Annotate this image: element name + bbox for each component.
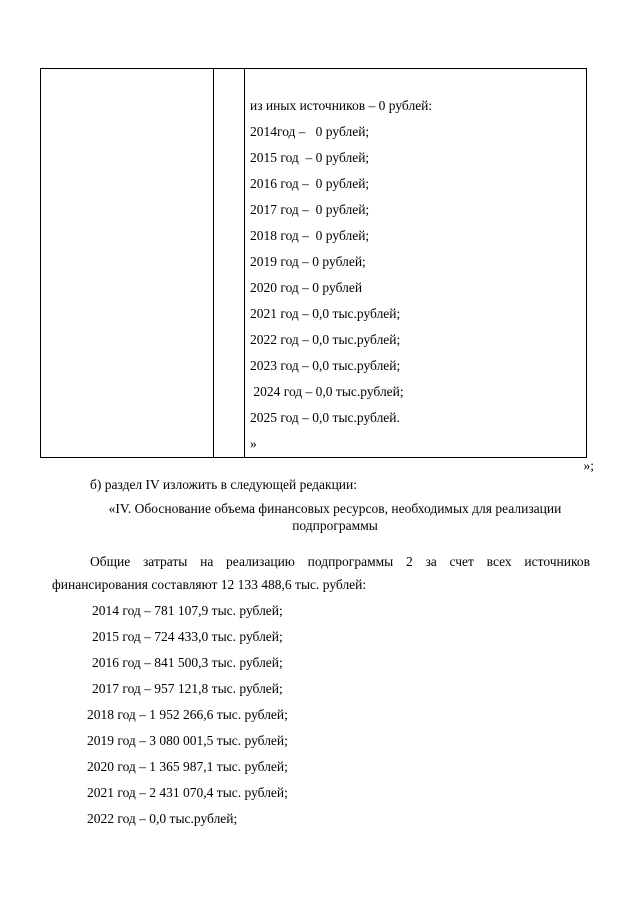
table-cell-line: 2021 год – 0,0 тыс.рублей;: [250, 306, 401, 321]
table-column-divider: [244, 69, 245, 457]
year-funding-line: 2017 год – 957 121,8 тыс. рублей;: [92, 681, 283, 696]
section-instruction: б) раздел IV изложить в следующей редакции:: [90, 477, 358, 492]
year-funding-line: 2015 год – 724 433,0 тыс. рублей;: [92, 629, 283, 644]
table-cell-line: 2017 год – 0 рублей;: [250, 202, 370, 217]
table-cell-line: 2018 год – 0 рублей;: [250, 228, 370, 243]
year-funding-line: 2022 год – 0,0 тыс.рублей;: [87, 811, 238, 826]
table-cell-line: из иных источников – 0 рублей:: [250, 98, 433, 113]
year-funding-line: 2018 год – 1 952 266,6 тыс. рублей;: [87, 707, 288, 722]
table-cell-line: 2019 год – 0 рублей;: [250, 254, 366, 269]
table-cell-line: 2024 год – 0,0 тыс.рублей;: [250, 384, 404, 399]
intro-paragraph: Общие затраты на реализацию подпрограммы 2 за счет всех источников финансирования составляют 12 133 488,6 тыс. рублей:: [52, 554, 590, 592]
year-funding-line: 2021 год – 2 431 070,4 тыс. рублей;: [87, 785, 288, 800]
table-cell-line: 2015 год – 0 рублей;: [250, 150, 370, 165]
table-cell-line: »: [250, 436, 257, 451]
table-cell-line: 2025 год – 0,0 тыс.рублей.: [250, 410, 400, 425]
table-column-divider: [213, 69, 214, 457]
closing-quote: »;: [583, 458, 594, 473]
funding-table: [40, 68, 587, 458]
table-cell-line: 2020 год – 0 рублей: [250, 280, 363, 295]
year-funding-line: 2016 год – 841 500,3 тыс. рублей;: [92, 655, 283, 670]
table-cell-funding-text: [250, 93, 582, 457]
table-cell-line: 2016 год – 0 рублей;: [250, 176, 370, 191]
section-heading: «IV. Обоснование объема финансовых ресурсов, необходимых для реализации подпрограммы: [108, 501, 562, 533]
year-funding-line: 2020 год – 1 365 987,1 тыс. рублей;: [87, 759, 288, 774]
year-funding-line: 2014 год – 781 107,9 тыс. рублей;: [92, 603, 283, 618]
year-funding-line: 2019 год – 3 080 001,5 тыс. рублей;: [87, 733, 288, 748]
table-cell-line: 2014год – 0 рублей;: [250, 124, 370, 139]
table-cell-line: 2022 год – 0,0 тыс.рублей;: [250, 332, 401, 347]
table-cell-line: 2023 год – 0,0 тыс.рублей;: [250, 358, 401, 373]
